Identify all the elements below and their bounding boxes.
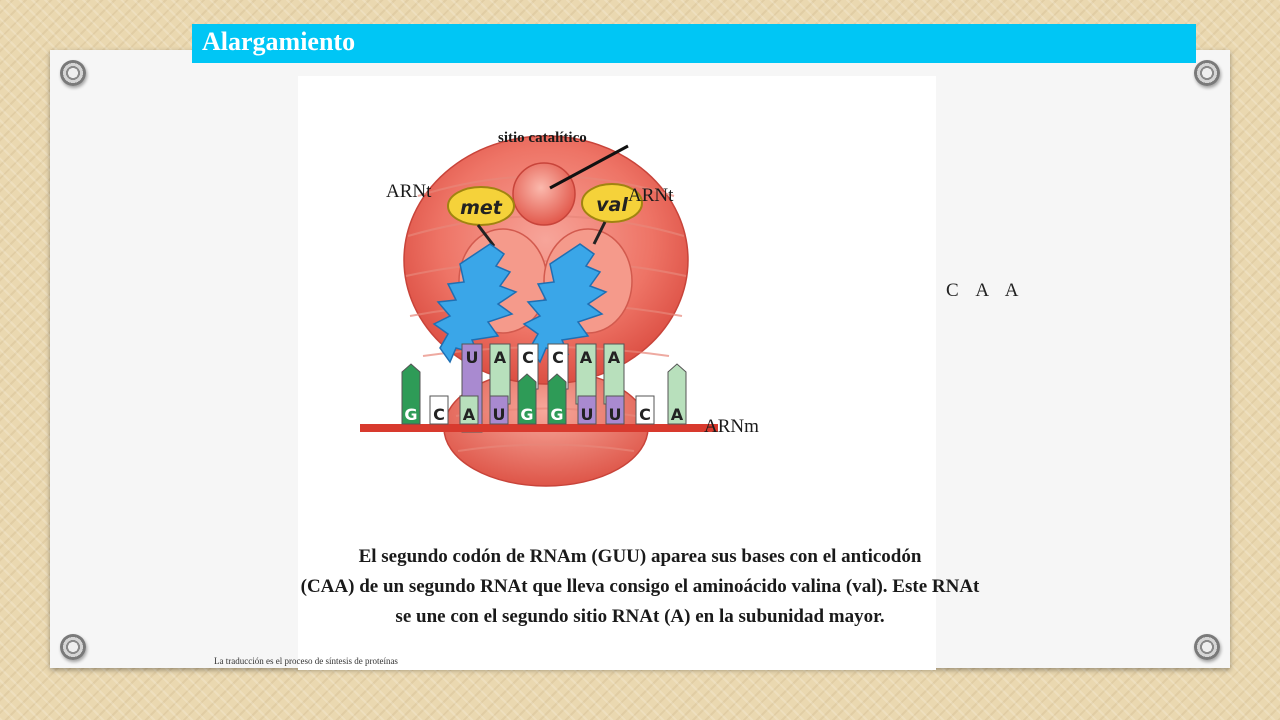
caption-line: (CAA) de un segundo RNAt que lleva consigo el aminoácido valina (val). Este RNAt <box>300 576 980 597</box>
pin-icon <box>1194 634 1220 660</box>
ribosome-diagram <box>298 76 936 506</box>
mrna-base: G <box>550 405 564 424</box>
mrna-base: C <box>433 405 445 424</box>
mrna-base: A <box>670 405 684 424</box>
catalytic-site-label: sitio catalítico <box>498 130 587 146</box>
title-bar <box>192 24 1196 63</box>
anticodon-base: A <box>493 348 507 367</box>
catalytic-site <box>513 163 575 225</box>
anticodon-base: A <box>607 348 621 367</box>
pin-icon <box>60 634 86 660</box>
trna-right-label: ARNt <box>628 185 674 206</box>
met-label: met <box>460 197 502 219</box>
anticodon-text: C A A <box>946 280 1021 301</box>
mrna-base: U <box>580 405 594 424</box>
caption-line: El segundo codón de RNAm (GUU) aparea sus bases con el anticodón <box>358 546 922 567</box>
caption <box>150 542 1130 632</box>
mrna-base: U <box>608 405 622 424</box>
caption-line: se une con el segundo sitio RNAt (A) en la subunidad mayor. <box>395 606 885 627</box>
slide-title: Alargamiento <box>202 27 356 56</box>
footnote: La traducción es el proceso de síntesis de proteínas <box>214 656 398 666</box>
pin-icon <box>1194 60 1220 86</box>
anticodon-base: C <box>552 348 564 367</box>
pin-icon <box>60 60 86 86</box>
val-label: val <box>596 194 628 216</box>
anticodon-base: C <box>522 348 534 367</box>
mrna-base: U <box>492 405 506 424</box>
anticodon-base: A <box>579 348 593 367</box>
anticodon-base: U <box>465 348 479 367</box>
mrna-base: A <box>462 405 476 424</box>
mrna-base: C <box>639 405 651 424</box>
trna-left-label: ARNt <box>386 181 432 202</box>
mrna-base: G <box>520 405 534 424</box>
mrna-base: G <box>404 405 418 424</box>
mrna-label: ARNm <box>704 416 759 437</box>
